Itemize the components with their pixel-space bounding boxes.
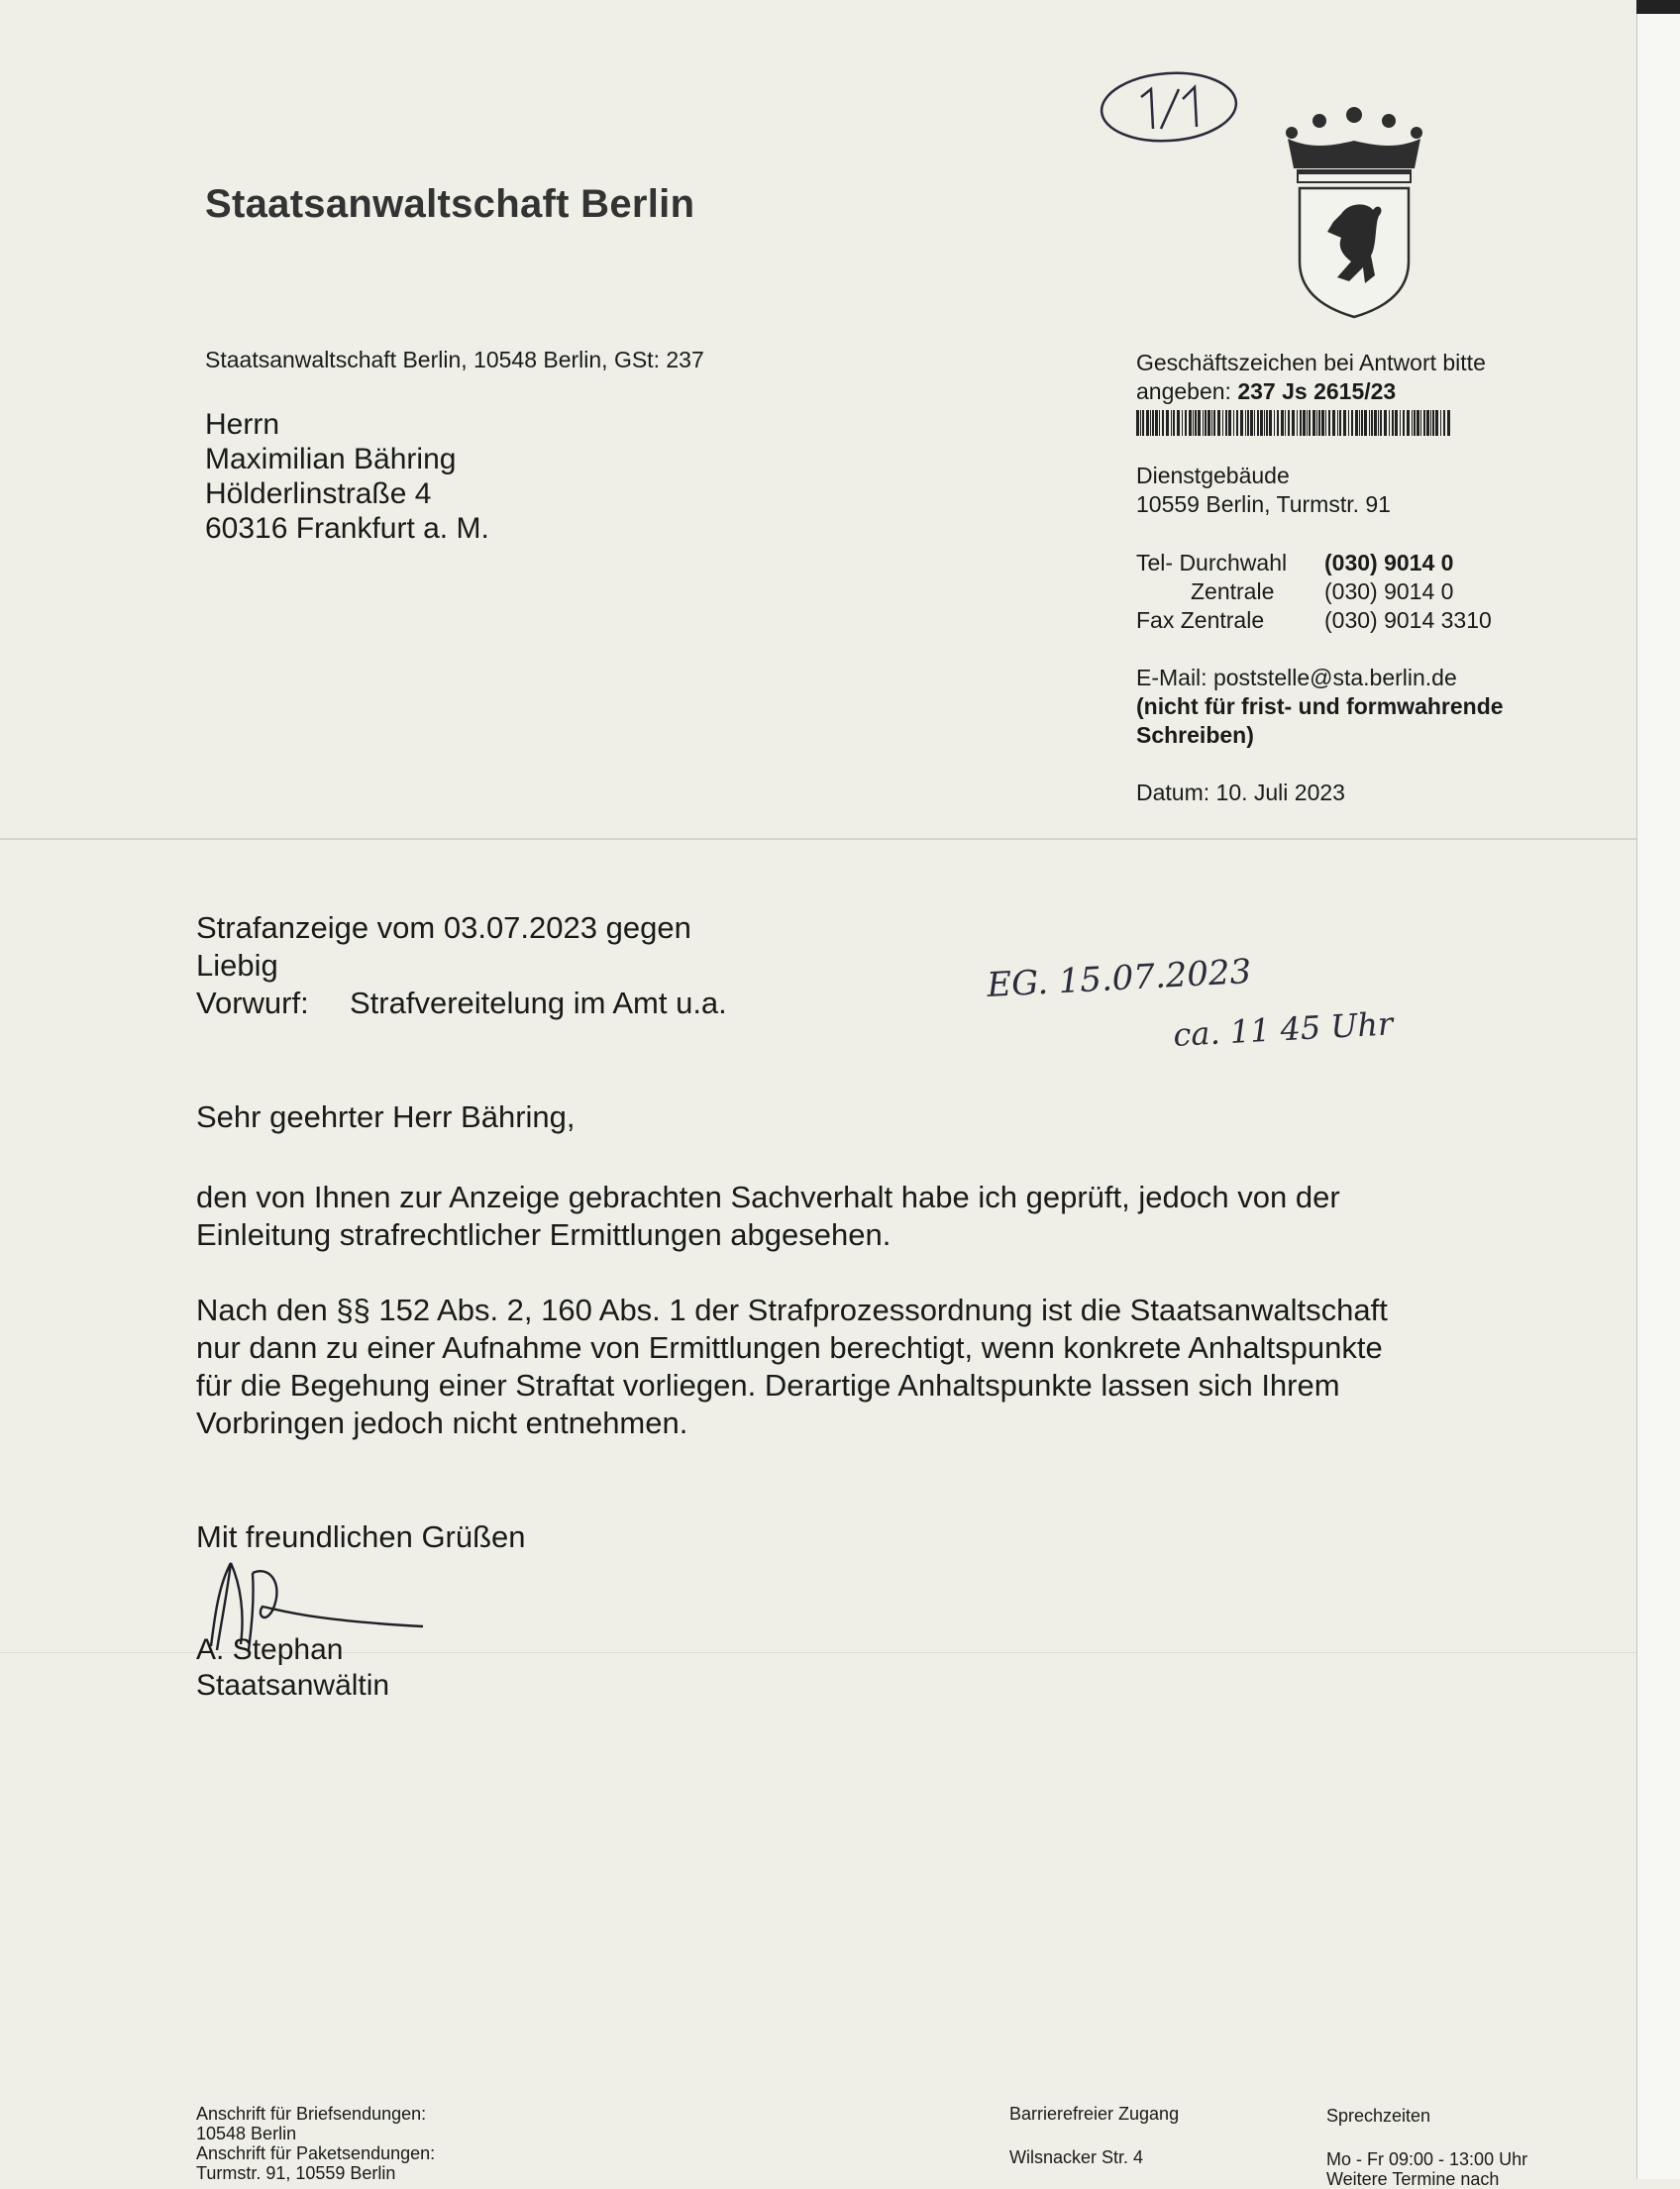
paragraph-2-line: für die Begehung einer Straftat vorliegen. Derartige Anhaltspunkte lassen sich Ihrem bbox=[196, 1368, 1340, 1403]
barcode-bar bbox=[1213, 410, 1215, 436]
barcode-bar bbox=[1389, 410, 1390, 436]
barcode-bar bbox=[1369, 410, 1370, 436]
reference-note: Geschäftszeichen bei Antwort bitte bbox=[1136, 350, 1486, 375]
barcode-bar bbox=[1140, 410, 1141, 436]
barcode-bar bbox=[1400, 410, 1401, 436]
tel-label: Tel- Durchwahl bbox=[1136, 550, 1288, 575]
barcode-bar bbox=[1361, 410, 1363, 436]
footer-mail-label: Anschrift für Briefsendungen: bbox=[196, 2104, 427, 2124]
barcode-bar bbox=[1269, 410, 1272, 436]
recipient-street: Hölderlinstraße 4 bbox=[205, 477, 432, 510]
barcode-bar bbox=[1254, 410, 1255, 436]
paper-fold-line bbox=[0, 838, 1636, 840]
barcode-bar bbox=[1316, 410, 1317, 436]
barcode-bar bbox=[1217, 410, 1220, 436]
letter-date: Datum: 10. Juli 2023 bbox=[1136, 780, 1345, 805]
subject-charge bbox=[196, 985, 727, 1022]
barcode-bar bbox=[1198, 410, 1201, 436]
barcode-bar bbox=[1378, 410, 1379, 436]
receipt-line-1: EG. 15.07.2023 bbox=[986, 952, 1253, 1005]
barcode-bar bbox=[1312, 410, 1315, 436]
barcode-bar bbox=[1430, 410, 1431, 436]
reference-prefix: angeben: bbox=[1136, 378, 1238, 404]
barcode-bar bbox=[1348, 410, 1349, 436]
barcode-bar bbox=[1337, 410, 1338, 436]
barcode-bar bbox=[1412, 410, 1413, 436]
paragraph-1-line: den von Ihnen zur Anzeige gebrachten Sachverhalt habe ich geprüft, jedoch von der bbox=[196, 1180, 1340, 1214]
footer-hours-label: Sprechzeiten bbox=[1326, 2106, 1431, 2126]
barcode-bar bbox=[1205, 410, 1207, 436]
barcode-bar bbox=[1264, 410, 1265, 436]
barcode-bar bbox=[1392, 410, 1394, 436]
barcode-bar bbox=[1236, 410, 1238, 436]
subject-line-1: Strafanzeige vom 03.07.2023 gegen bbox=[196, 910, 691, 945]
barcode-bar bbox=[1257, 410, 1259, 436]
receipt-line-2: ca. 11 45 Uhr bbox=[1172, 1004, 1395, 1054]
recipient-address bbox=[205, 407, 489, 546]
charge-label: Vorwurf: bbox=[196, 986, 309, 1020]
barcode-bar bbox=[1420, 410, 1421, 436]
office-address: 10559 Berlin, Turmstr. 91 bbox=[1136, 491, 1391, 517]
barcode-bar bbox=[1300, 410, 1302, 436]
barcode-bar bbox=[1325, 410, 1326, 436]
barcode-bar bbox=[1208, 410, 1210, 436]
barcode-bar bbox=[1380, 410, 1382, 436]
barcode-bar bbox=[1355, 410, 1358, 436]
phone-row bbox=[1136, 549, 1453, 577]
barcode-bar bbox=[1285, 410, 1286, 436]
barcode-bar bbox=[1146, 410, 1149, 436]
barcode-bar bbox=[1332, 410, 1335, 436]
central-label: Zentrale bbox=[1191, 578, 1275, 604]
scan-edge bbox=[1636, 0, 1680, 2179]
signer-title: Staatsanwältin bbox=[196, 1669, 390, 1702]
barcode-bar bbox=[1292, 410, 1295, 436]
barcode-bar bbox=[1150, 410, 1151, 436]
barcode-bar bbox=[1395, 410, 1398, 436]
closing: Mit freundlichen Grüßen bbox=[196, 1519, 526, 1554]
barcode-bar bbox=[1403, 410, 1405, 436]
barcode-bar bbox=[1432, 410, 1434, 436]
paragraph-2-line: nur dann zu einer Aufnahme von Ermittlungen berechtigt, wenn konkrete Anhaltspunkte bbox=[196, 1330, 1383, 1365]
greeting: Sehr geehrter Herr Bähring, bbox=[196, 1099, 576, 1134]
footer-hours-value: Mo - Fr 09:00 - 13:00 Uhr bbox=[1326, 2149, 1528, 2169]
barcode-bar bbox=[1203, 410, 1204, 436]
barcode-bar bbox=[1266, 410, 1268, 436]
barcode-bar bbox=[1162, 410, 1164, 436]
fax-value: (030) 9014 3310 bbox=[1324, 607, 1492, 633]
barcode-bar bbox=[1309, 410, 1311, 436]
barcode-bar bbox=[1384, 410, 1387, 436]
recipient-name: Maximilian Bähring bbox=[205, 443, 457, 475]
footer-parcel-address: Turmstr. 91, 10559 Berlin bbox=[196, 2163, 396, 2183]
footer-mail-address: 10548 Berlin bbox=[196, 2124, 297, 2143]
barcode-bar bbox=[1435, 410, 1438, 436]
subject-block bbox=[196, 909, 727, 1022]
paragraph-1-line: Einleitung strafrechtlicher Ermittlungen abgesehen. bbox=[196, 1217, 892, 1252]
fax-row bbox=[1136, 606, 1492, 635]
authority-name: Staatsanwaltschaft Berlin bbox=[205, 182, 695, 226]
signer-block bbox=[196, 1632, 389, 1704]
barcode-bar bbox=[1225, 410, 1227, 436]
footer-hours-more: Weitere Termine nach bbox=[1326, 2169, 1500, 2189]
barcode-bar bbox=[1136, 410, 1139, 436]
barcode-bar bbox=[1440, 410, 1441, 436]
recipient-city: 60316 Frankfurt a. M. bbox=[205, 512, 489, 545]
barcode-bar bbox=[1260, 410, 1263, 436]
recipient-salutation: Herrn bbox=[205, 408, 280, 441]
central-value: (030) 9014 0 bbox=[1324, 578, 1454, 604]
barcode-bar bbox=[1166, 410, 1169, 436]
barcode-bar bbox=[1274, 410, 1275, 436]
central-row bbox=[1136, 577, 1453, 606]
paragraph-1 bbox=[196, 1179, 1340, 1254]
barcode-bar bbox=[1193, 410, 1194, 436]
barcode-bar bbox=[1211, 410, 1212, 436]
barcode-bar bbox=[1189, 410, 1192, 436]
paragraph-2-line: Vorbringen jedoch nicht entnehmen. bbox=[196, 1406, 688, 1440]
barcode-bar bbox=[1321, 410, 1324, 436]
footer-parcel-label: Anschrift für Paketsendungen: bbox=[196, 2143, 436, 2163]
tel-value: (030) 9014 0 bbox=[1324, 550, 1454, 575]
reference-line bbox=[1136, 377, 1396, 406]
barcode-bar bbox=[1152, 410, 1154, 436]
barcode-bar bbox=[1155, 410, 1158, 436]
footer-mail-block bbox=[196, 2104, 435, 2183]
office-label: Dienstgebäude bbox=[1136, 463, 1290, 488]
barcode-bar bbox=[1297, 410, 1298, 436]
barcode-bar bbox=[1364, 410, 1367, 436]
barcode-bar bbox=[1277, 410, 1279, 436]
barcode-bar bbox=[1185, 410, 1187, 436]
barcode-bar bbox=[1195, 410, 1197, 436]
email-note-1: (nicht für frist- und formwahrende bbox=[1136, 693, 1504, 719]
barcode-bar bbox=[1417, 410, 1419, 436]
footer-access-address: Wilsnacker Str. 4 bbox=[1009, 2147, 1144, 2167]
barcode-bar bbox=[1374, 410, 1377, 436]
barcode-bar bbox=[1328, 410, 1330, 436]
barcode-bar bbox=[1228, 410, 1231, 436]
barcode-bar bbox=[1233, 410, 1234, 436]
barcode-bar bbox=[1171, 410, 1172, 436]
email-line: E-Mail: poststelle@sta.berlin.de bbox=[1136, 665, 1457, 690]
barcode-bar bbox=[1245, 410, 1246, 436]
barcode-bar bbox=[1173, 410, 1175, 436]
barcode-bar bbox=[1371, 410, 1373, 436]
subject-line-2: Liebig bbox=[196, 948, 278, 983]
barcode-bar bbox=[1447, 410, 1450, 436]
barcode-bar bbox=[1182, 410, 1183, 436]
barcode-bar bbox=[1250, 410, 1253, 436]
barcode-bar bbox=[1159, 410, 1160, 436]
barcode-bar bbox=[1142, 410, 1144, 436]
barcode-bar bbox=[1281, 410, 1284, 436]
case-barcode bbox=[1136, 410, 1453, 436]
barcode-bar bbox=[1240, 410, 1243, 436]
paragraph-2-line: Nach den §§ 152 Abs. 2, 160 Abs. 1 der Strafprozessordnung ist die Staatsanwaltschaft bbox=[196, 1293, 1388, 1327]
barcode-bar bbox=[1359, 410, 1360, 436]
signer-name: A. Stephan bbox=[196, 1633, 344, 1666]
barcode-bar bbox=[1414, 410, 1416, 436]
barcode-bar bbox=[1351, 410, 1353, 436]
handwritten-receipt-note bbox=[976, 949, 1511, 1058]
barcode-bar bbox=[1177, 410, 1180, 436]
barcode-bar bbox=[1443, 410, 1445, 436]
berlin-coat-of-arms-icon bbox=[1280, 107, 1428, 325]
barcode-bar bbox=[1222, 410, 1223, 436]
paragraph-2 bbox=[196, 1292, 1388, 1442]
fax-label: Fax Zentrale bbox=[1136, 607, 1265, 633]
barcode-bar bbox=[1303, 410, 1306, 436]
handwritten-page-note bbox=[1098, 67, 1242, 153]
barcode-bar bbox=[1339, 410, 1341, 436]
barcode-bar bbox=[1426, 410, 1429, 436]
barcode-bar bbox=[1423, 410, 1425, 436]
barcode-bar bbox=[1247, 410, 1249, 436]
scan-edge-shadow bbox=[1636, 0, 1680, 14]
case-number: 237 Js 2615/23 bbox=[1237, 378, 1397, 404]
return-address: Staatsanwaltschaft Berlin, 10548 Berlin, GSt: 237 bbox=[205, 347, 704, 372]
barcode-bar bbox=[1307, 410, 1308, 436]
email-note-2: Schreiben) bbox=[1136, 722, 1254, 748]
charge-value: Strafvereitelung im Amt u.a. bbox=[350, 986, 727, 1020]
barcode-bar bbox=[1318, 410, 1320, 436]
barcode-bar bbox=[1407, 410, 1410, 436]
barcode-bar bbox=[1343, 410, 1346, 436]
footer-access-label: Barrierefreier Zugang bbox=[1009, 2104, 1180, 2124]
barcode-bar bbox=[1288, 410, 1290, 436]
